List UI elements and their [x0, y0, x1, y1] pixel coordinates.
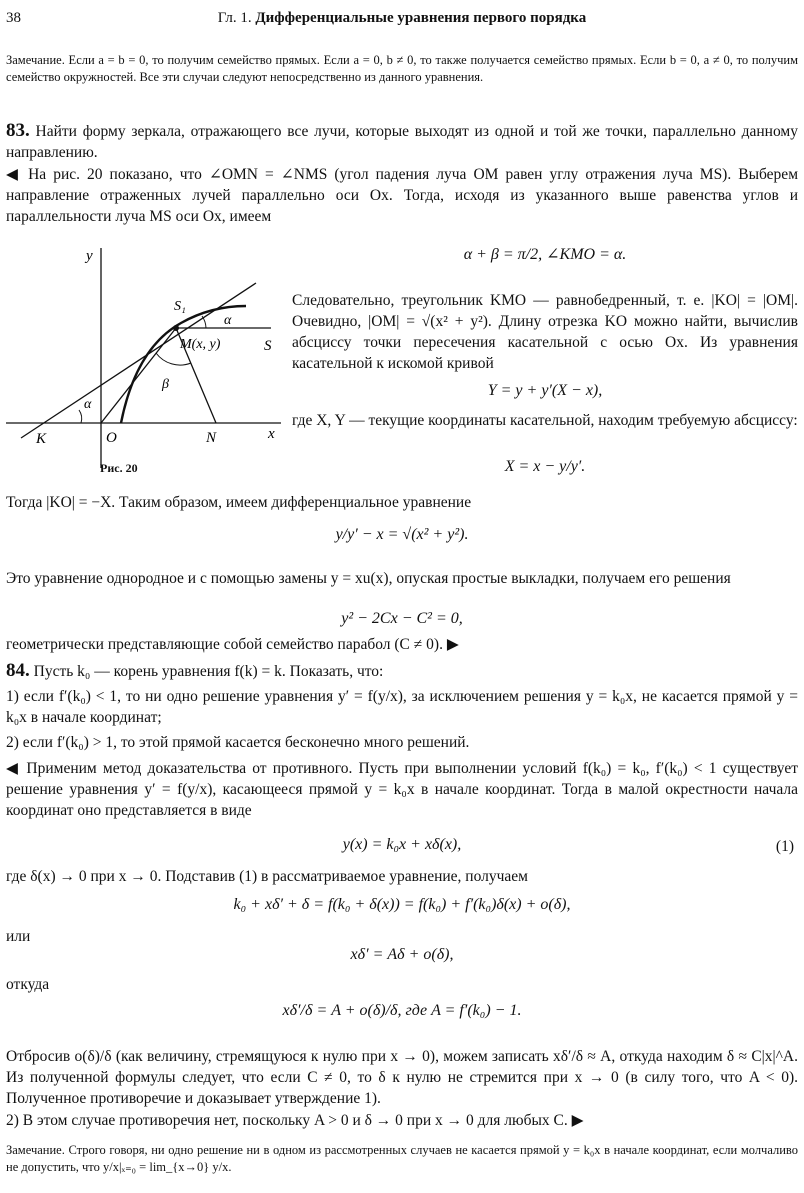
page-number: 38: [6, 10, 21, 26]
problem-84-number: 84.: [6, 660, 30, 681]
problem-83-statement: [6, 120, 798, 163]
word-whence: откуда: [6, 976, 50, 993]
angle-alpha-arc-1: [79, 410, 82, 423]
equation-84-4: xδ′/δ = A + o(δ)/δ, где A = f′(k₀) − 1.: [282, 1002, 522, 1019]
problem-83-solution-1: ◀ На рис. 20 показано, что ∠OMN = ∠NMS (угол падения луча OM равен углу отражения луча MS). Выберем направление отраженных лучей параллельно оси Ox. Тогда, исходя из указанного выше равенства углов и параллельности луча MS оси Ox, имеем: [6, 166, 798, 225]
label-y: y: [86, 248, 93, 264]
problem-83-text: Найти форму зеркала, отражающего все лучи, которые выходят из одной и той же точки, параллельно данному направлению.: [6, 123, 798, 161]
angle-beta-arc: [156, 353, 191, 365]
figure-caption: Рис. 20: [100, 461, 138, 475]
equation-84-1: y(x) = k₀x + xδ(x),: [342, 836, 462, 853]
label-beta: β: [162, 377, 169, 392]
problem-84-solution-3: Отбросив o(δ)/δ (как величину, стремящуюся к нулю при x → 0), можем записать xδ′/δ ≈ A, откуда находим δ ≈ C|x|^A. Из полученной формулы следует, что если C ≠ 0, то δ к нулю не стремится при x → 0 (в силу того, что A < 0). Полученное противоречие и доказывает утверждение 1).: [6, 1048, 798, 1107]
label-alpha-1: α: [84, 397, 92, 412]
label-O: O: [106, 430, 117, 446]
problem-83-solution-5: Это уравнение однородное и с помощью замены y = xu(x), опуская простые выкладки, получаем его решения: [6, 570, 731, 587]
problem-84-solution-2: где δ(x) → 0 при x → 0. Подставив (1) в рассматриваемое уравнение, получаем: [6, 868, 528, 885]
equation-83-5: y² − 2Cx − C² = 0,: [341, 610, 463, 627]
equation-83-2: Y = y + y′(X − x),: [487, 382, 603, 399]
problem-84-item-2: 2) если f′(k₀) > 1, то этой прямой касается бесконечно много решений.: [6, 734, 470, 751]
problem-84-statement: [6, 660, 798, 682]
chapter-number: Гл. 1.: [217, 10, 252, 26]
equation-83-3: X = x − y/y′.: [504, 458, 586, 475]
problem-84-text: Пусть k₀ — корень уравнения f(k) = k. Показать, что:: [33, 663, 384, 680]
label-M: M(x, y): [180, 337, 221, 352]
figure-20: [6, 238, 286, 478]
word-or: или: [6, 928, 31, 945]
label-S: S: [264, 338, 272, 354]
tangent-line: [21, 283, 256, 438]
problem-84-solution-4: 2) В этом случае противоречия нет, поскольку A > 0 и δ → 0 при x → 0 для любых C. ▶: [6, 1112, 584, 1129]
label-N: N: [206, 430, 217, 446]
chapter-title: Дифференциальные уравнения первого порядка: [255, 10, 587, 26]
problem-83-number: 83.: [6, 120, 30, 141]
equation-83-1: α + β = π/2, ∠KMO = α.: [463, 246, 627, 263]
label-x: x: [268, 426, 275, 442]
equation-84-3: xδ′ = Aδ + o(δ),: [350, 946, 454, 963]
note-1: Замечание. Если a = b = 0, то получим семейство прямых. Если a = 0, b ≠ 0, то также получается семейство прямых. Если b = 0, a ≠ 0, то получим семейство окружностей. Все эти случаи следуют непосредственно из данного уравнения.: [6, 53, 798, 84]
label-S1: S₁: [174, 299, 186, 314]
problem-83-solution-4: Тогда |KO| = −X. Таким образом, имеем дифференциальное уравнение: [6, 494, 472, 511]
problem-84-solution-1: ◀ Применим метод доказательства от противного. Пусть при выполнении условий f(k₀) = k₀, f′(k₀) < 1 существует решение уравнения y′ = f(y/x), касающееся прямой y = k₀x в начале координат. Тогда в малой окрестности начала координат оно представляется в виде: [6, 760, 798, 819]
label-alpha-2: α: [224, 313, 232, 328]
problem-83-solution-2: Следовательно, треугольник KMO — равнобедренный, т. е. |KO| = |OM|. Очевидно, |OM| = √(x² + y²). Длину отрезка KO можно найти, вычислив абсциссу точки пересечения касательной с осью Ox. Из уравнения касательной к искомой кривой: [292, 292, 798, 372]
segment-OM: [101, 328, 176, 423]
equation-83-4: y/y′ − x = √(x² + y²).: [335, 526, 469, 543]
equation-84-2: k₀ + xδ′ + δ = f(k₀ + δ(x)) = f(k₀) + f′(k₀)δ(x) + o(δ),: [233, 896, 571, 913]
point-M: [173, 325, 179, 331]
problem-83-solution-6: геометрически представляющие собой семейство парабол (C ≠ 0). ▶: [6, 636, 459, 653]
problem-83-solution-3: где X, Y — текущие координаты касательной, находим требуемую абсциссу:: [292, 412, 798, 429]
note-2: Замечание. Строго говоря, ни одно решение ни в одном из рассмотренных случаев не касается прямой y = k₀x в начале координат, если молчаливо не допустить, что y/x|ₓ₌₀ = lim_{x→0} y/x.: [6, 1143, 798, 1174]
page-header: [6, 10, 798, 30]
equation-number-1: (1): [775, 838, 794, 855]
problem-84-item-1: 1) если f′(k₀) < 1, то ни одно решение уравнения y′ = f(y/x), за исключением решения y = k₀x, не касается прямой y = k₀x в начале координат;: [6, 688, 798, 726]
label-K: K: [36, 431, 47, 447]
chapter-heading: [6, 10, 798, 27]
